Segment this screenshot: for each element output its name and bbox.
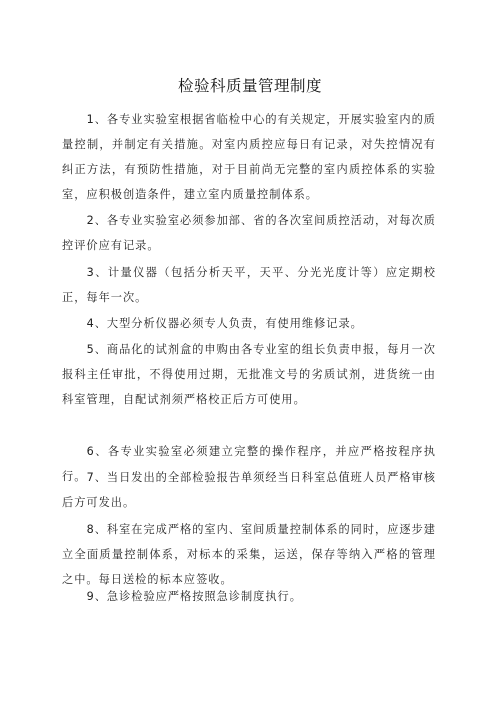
document-title: 检验科质量管理制度 bbox=[177, 77, 322, 95]
paragraph-5: 5、商品化的试剂盒的申购由各专业室的组长负责申报，每月一次报科主任审批，不得使用过期，无批准文号的劣质试剂，进货统一由科室管理，自配试剂须严格校正后方可使用。 bbox=[62, 343, 436, 406]
paragraph-7: 7、当日发出的全部检验报告单须经当日科室总值班人员严格审核后方可发出。 bbox=[62, 471, 436, 509]
paragraph-4: 4、大型分析仪器必须专人负责，有使用维修记录。 bbox=[86, 317, 363, 330]
paragraph-1: 1、各专业实验室根据省临检中心的有关规定，开展实验室内的质量控制，并制定有关措施。对室内质控应每日有记录，对失控情况有纠正方法，有预防性措施，对于目前尚无完整的室内质控体系的实验室，应积极创造条件，建立室内质量控制体系。 bbox=[62, 113, 436, 201]
paragraph-2: 2、各专业实验室必须参加部、省的各次室间质控活动，对每次质控评价应有记录。 bbox=[62, 214, 436, 252]
paragraph-6: 6、各专业实验室必须建立完整的操作程序，并应严格按程序执行。 bbox=[62, 445, 436, 483]
paragraph-9: 9、急诊检验应严格按照急诊制度执行。 bbox=[86, 590, 302, 603]
paragraph-3: 3、计量仪器（包括分析天平，天平、分光光度计等）应定期校正，每年一次。 bbox=[62, 266, 436, 304]
paragraph-8: 8、科室在完成严格的室内、室间质量控制体系的同时，应逐步建立全面质量控制体系，对标本的采集，运送，保存等纳入严格的管理之中。每日送检的标本应签收。 bbox=[62, 523, 436, 586]
